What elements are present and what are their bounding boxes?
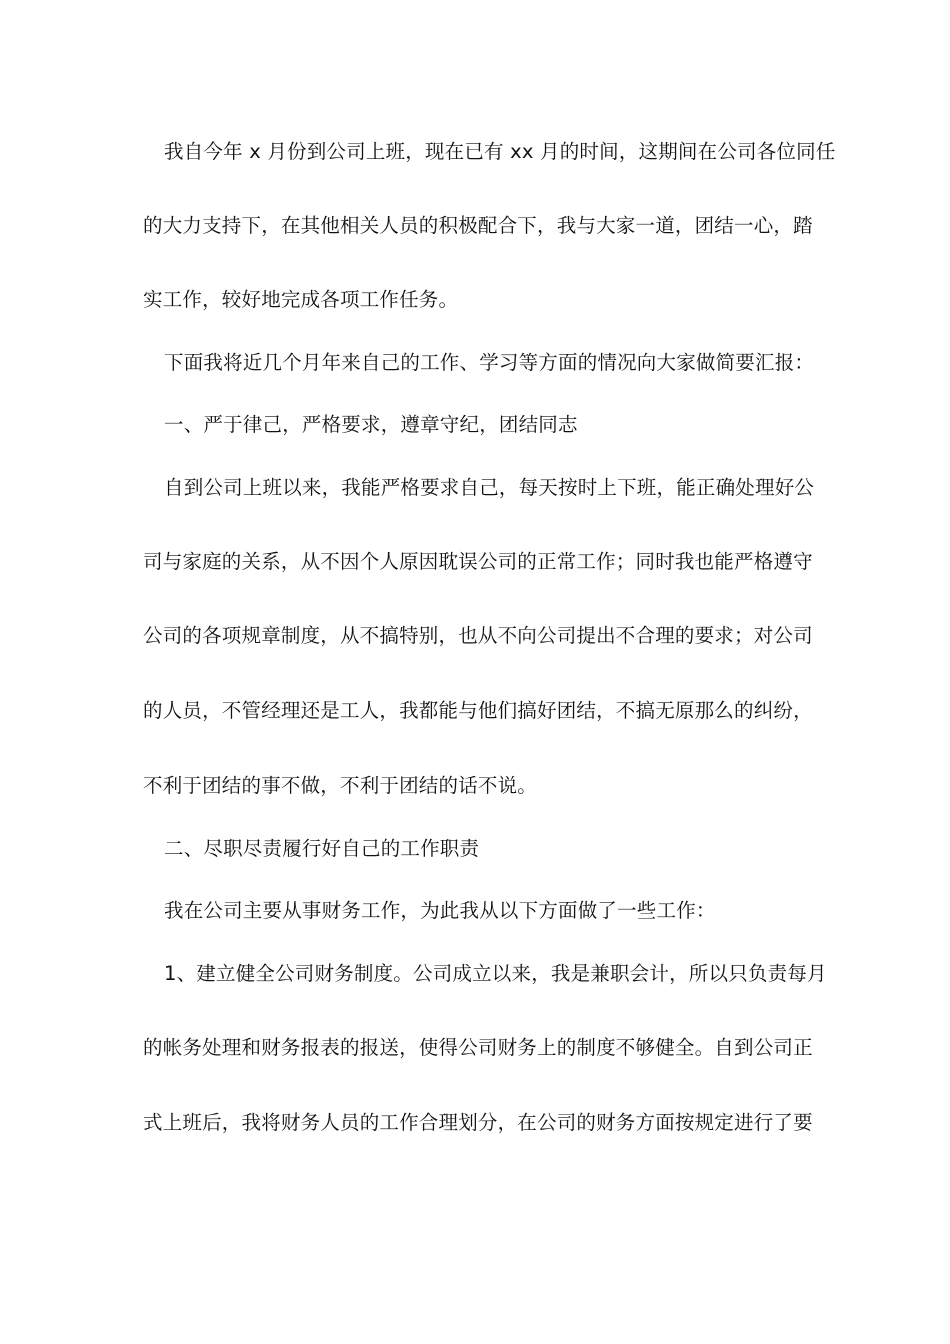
- paragraph-line: 我在公司主要从事财务工作，为此我从以下方面做了一些工作：: [164, 899, 716, 922]
- paragraph-line: 的帐务处理和财务报表的报送，使得公司财务上的制度不够健全。自到公司正: [143, 1036, 813, 1059]
- section-heading: 二、尽职尽责履行好自己的工作职责: [164, 837, 480, 860]
- paragraph-line: 我自今年 x 月份到公司上班，现在已有 xx 月的时间，这期间在公司各位同任: [164, 140, 836, 163]
- paragraph-line: 的大力支持下，在其他相关人员的积极配合下，我与大家一道，团结一心，踏: [143, 214, 813, 237]
- paragraph-line: 式上班后，我将财务人员的工作合理划分，在公司的财务方面按规定进行了要: [143, 1111, 813, 1134]
- paragraph-line: 司与家庭的关系，从不因个人原因耽误公司的正常工作；同时我也能严格遵守: [143, 550, 813, 573]
- paragraph-line: 实工作，较好地完成各项工作任务。: [143, 288, 459, 311]
- section-heading: 一、严于律己，严格要求，遵章守纪，团结同志: [164, 413, 578, 436]
- paragraph-line: 不利于团结的事不做，不利于团结的话不说。: [143, 774, 538, 797]
- paragraph-line: 自到公司上班以来，我能严格要求自己，每天按时上下班，能正确处理好公: [164, 476, 815, 499]
- paragraph-line: 下面我将近几个月年来自己的工作、学习等方面的情况向大家做简要汇报：: [164, 351, 815, 374]
- paragraph-line: 公司的各项规章制度，从不搞特别，也从不向公司提出不合理的要求；对公司: [143, 624, 813, 647]
- paragraph-line: 的人员，不管经理还是工人，我都能与他们搞好团结，不搞无原那么的纠纷，: [143, 699, 813, 722]
- list-item-line: 1、建立健全公司财务制度。公司成立以来，我是兼职会计，所以只负责每月: [164, 962, 827, 985]
